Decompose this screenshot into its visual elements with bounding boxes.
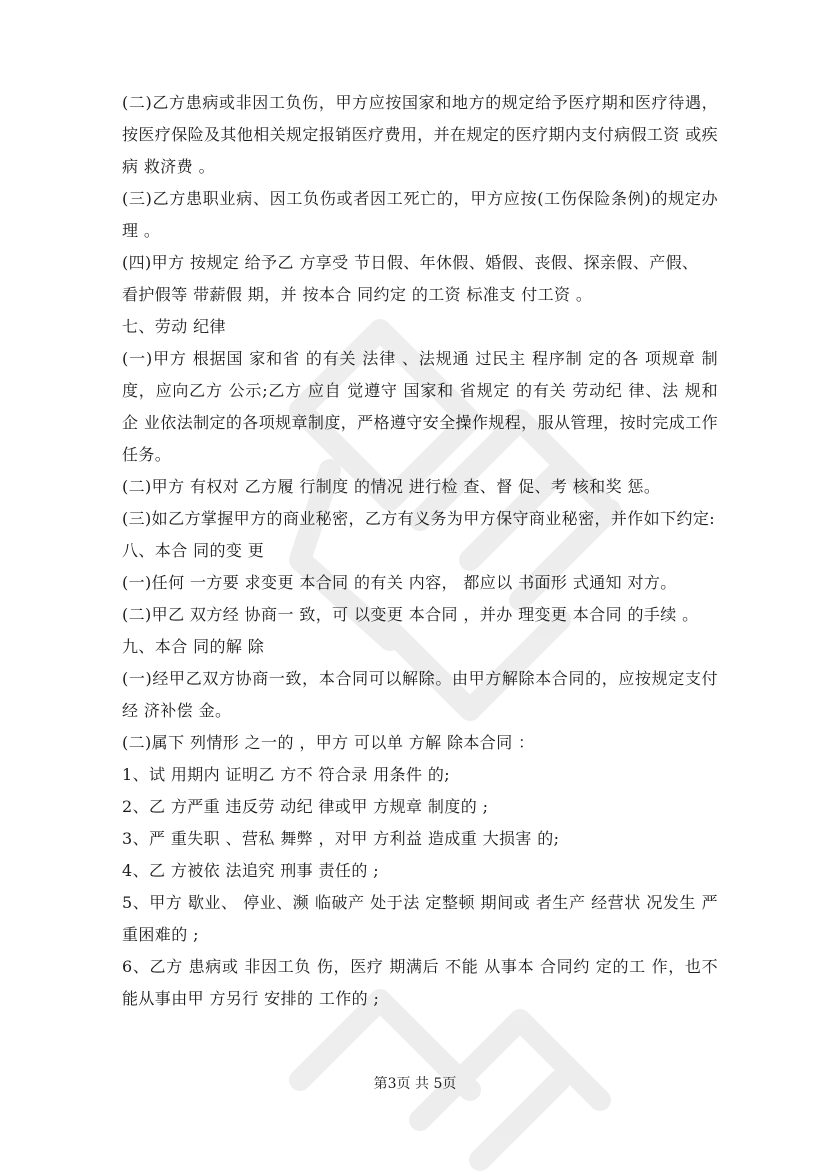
list-item: 2、乙 方严重 违反劳 动纪 律或甲 方规章 制度的 ; xyxy=(122,797,489,816)
paragraph: (一)甲方 根据国 家和省 的有关 法律 、法规通 过民主 程序制 定的各 项规章 制度，应向乙方 公示;乙方 应自 觉遵守 国家和 省规定 的有关 劳动纪 律、法 规和企 业依法制定的各项规章制度，严格遵守安全操作规程，服从管理，按时完成工作任务。 xyxy=(122,349,718,464)
paragraph: (一)任何 一方要 求变更 本合同 的有关 内容， 都应以 书面形 式通知 对方。 xyxy=(122,573,677,592)
paragraph: (三)乙方患职业病、因工负伤或者因工死亡的，甲方应按(工伤保险条例)的规定办理 。 xyxy=(122,189,718,240)
paragraph: (三)如乙方掌握甲方的商业秘密，乙方有义务为甲方保守商业秘密，并作如下约定: xyxy=(122,509,716,528)
section-heading: 九、本合 同的解 除 xyxy=(122,637,265,656)
list-item: 4、乙 方被依 法追究 刑事 责任的 ; xyxy=(122,861,380,880)
document-body xyxy=(122,87,718,1015)
page-number-footer: 第3页 共 5页 xyxy=(373,1076,457,1092)
paragraph: (二)乙方患病或非因工负伤，甲方应按国家和地方的规定给予医疗期和医疗待遇，按医疗保险及其他相关规定报销医疗费用，并在规定的医疗期内支付病假工资 或疾病 救济费 。 xyxy=(122,93,718,176)
list-item: 3、严 重失职 、营私 舞弊 ，对甲 方利益 造成重 大损害 的; xyxy=(122,829,560,848)
paragraph: (四)甲方 按规定 给予乙 方享受 节日假、年休假、婚假、丧假、探亲假、产假、 xyxy=(122,253,699,272)
paragraph: (一)经甲乙双方协商一致，本合同可以解除。由甲方解除本合同的，应按规定支付经 济补偿 金。 xyxy=(122,669,718,720)
paragraph: (二)甲方 有权对 乙方履 行制度 的情况 进行检 查、督 促、考 核和奖 惩。 xyxy=(122,477,661,496)
section-heading: 七、劳动 纪律 xyxy=(122,317,226,336)
list-item: 6、乙方 患病或 非因工负 伤，医疗 期满后 不能 从事本 合同约 定的工 作，也不 能从事由甲 方另行 安排的 工作的 ; xyxy=(122,957,718,1008)
list-item: 5、甲方 歇业、 停业、濒 临破产 处于法 定整顿 期间或 者生产 经营状 况发生 严重困难的 ; xyxy=(122,893,718,944)
paragraph: (二)属下 列情形 之一的 ，甲方 可以单 方解 除本合同 ： xyxy=(122,733,535,752)
section-heading: 八、本合 同的变 更 xyxy=(122,541,265,560)
list-item: 1、试 用期内 证明乙 方不 符合录 用条件 的; xyxy=(122,765,451,784)
paragraph: (二)甲乙 双方经 协商一 致，可 以变更 本合同 ，并办 理变更 本合同 的手续 。 xyxy=(122,605,699,624)
paragraph: 看护假等 带薪假 期，并 按本合 同约定 的工资 标准支 付工资 。 xyxy=(122,285,593,304)
